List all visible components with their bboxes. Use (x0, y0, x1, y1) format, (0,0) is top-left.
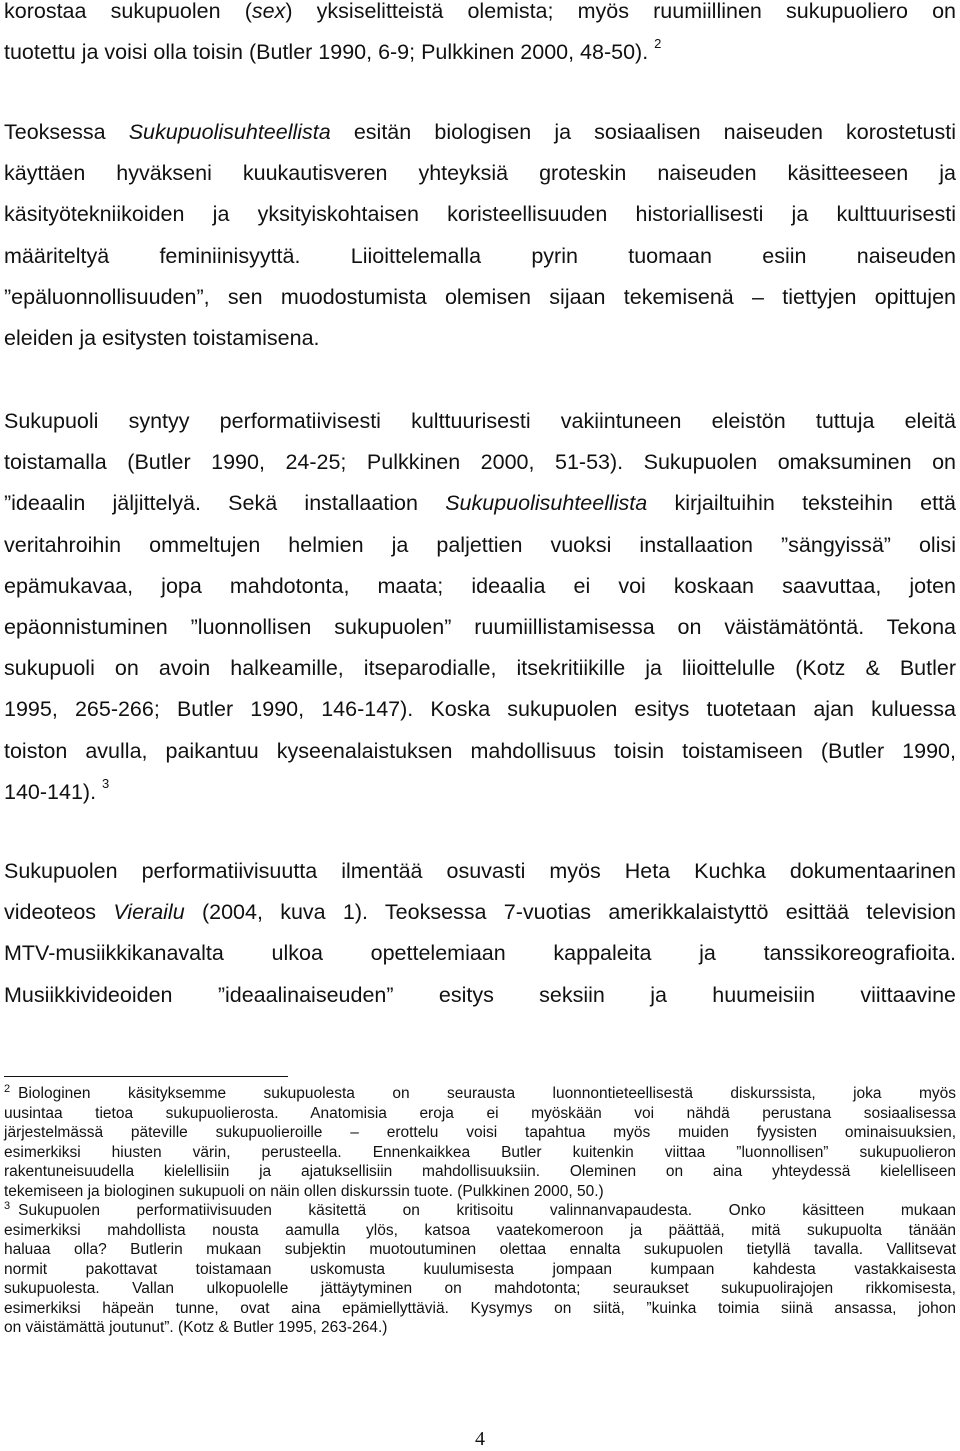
text-line: veritahroihin ommeltujen helmien ja paljettien vuoksi installaation ”sängyissä” olisi (4, 532, 956, 557)
text-line: ”epäluonnollisuuden”, sen muodostumista olemisen sijaan tekemisenä – tiettyjen opittujen (4, 284, 956, 309)
footnote-line: $^3$ Sukupuolen performatiivisuuden käsitettä on kritisoitu valinnanvapaudesta. Onko käsitteen mukaan (4, 1200, 956, 1219)
text-line: Musiikkivideoiden ”ideaalinaiseuden” esitys seksiin ja huumeisiin viittaavine (4, 982, 956, 1007)
text-line: toiston avulla, paikantuu kyseenalaistuksen mahdollisuus toisin toistamiseen (Butler 1990, (4, 738, 956, 763)
paragraph-3 (4, 401, 956, 813)
text-line: ”ideaalin jäljittelyä. Sekä installaation Sukupuolisuhteellista kirjailtuihin teksteihin että (4, 491, 956, 516)
text-line: sukupuoli on avoin halkeamille, itseparodialle, itsekritiikille ja liioittelulle (Kotz & Butler (4, 656, 956, 681)
text-line: videoteos Vierailu (2004, kuva 1). Teoksessa 7-vuotias amerikkalaistyttö esittää television (4, 900, 956, 925)
footnote-line: haluaa olla? Butlerin mukaan subjektin muotoutuminen olettaa ennalta sukupuolen tietyllä tavalla. Vallitsevat (4, 1241, 956, 1258)
paragraph-4 (4, 851, 956, 1016)
footnote-line: rakentuneisuudella kielellisiin ja ajatuksellisiin mahdollisuuksiin. Oleminen on aina yhteydessä kielelliseen (4, 1163, 956, 1180)
text-line: eleiden ja esitysten toistamisena. (4, 325, 320, 350)
text-line: käsityötekniikoiden ja yksityiskohtaisen koristeellisuuden historiallisesti ja kulttuurisesti (4, 202, 956, 227)
footnote-line: sukupuolesta. Vallan ulkopuolelle jättäytyminen on mahdotonta; seuraukset sukupuolirajojen rikkomisesta, (4, 1280, 956, 1297)
text-line: Sukupuoli syntyy performatiivisesti kulttuurisesti vakiintuneen eleistön tuttuja eleitä (4, 409, 956, 433)
footnote-ref-2: 2 (654, 36, 662, 52)
footnote-line: järjestelmässä päteville sukupuolieroille – erottelu voisi tapahtua myös muiden fyysisten ominaisuuksien, (4, 1124, 956, 1141)
paragraph-1 (4, 0, 956, 73)
text-line: Teoksessa Sukupuolisuhteellista esitän biologisen ja sosiaalisen naiseuden korostetusti (4, 120, 956, 144)
text-line: 140-141). $^3$ (4, 775, 110, 804)
work-title-sukupuolisuhteellista: Sukupuolisuhteellista (445, 491, 648, 516)
text-line: tuotettu ja voisi olla toisin (Butler 1990, 6-9; Pulkkinen 2000, 48-50). $^2$ (4, 36, 662, 65)
footnotes (4, 1084, 956, 1338)
footnote-mark: 2 (4, 1083, 11, 1095)
footnote-line: normit pakottavat toistamaan uskomusta kuulumisesta jompaan kumpaan kahdesta vastakkaisesta (4, 1260, 956, 1278)
text-line: epämukavaa, jopa mahdotonta, maata; ideaalia ei voi koskaan saavuttaa, joten (4, 573, 956, 598)
work-title-vierailu: Vierailu (113, 900, 185, 925)
page-number: 4 (475, 1428, 485, 1450)
footnote-line: on väistämättä joutunut”. (Kotz & Butler 1995, 263-264.) (4, 1319, 388, 1336)
footnote-line: uusintaa tietoa sukupuolierosta. Anatomisia eroja ei myöskään voi nähdä perustana sosiaalisessa (4, 1104, 956, 1122)
footnote-line: esimerkiksi mahdollista nousta aamulla ylös, katsoa vaatekomeroon ja päättää, mitä sukupuolta tänään (4, 1221, 956, 1239)
footnote-divider (4, 1076, 288, 1077)
footnote-line: esimerkiksi hiusten värin, perusteella. Ennenkaikkea Butler kuitenkin viittaa ”luonnollisen” sukupuolieron (4, 1143, 956, 1161)
footnote-3 (4, 1201, 956, 1338)
footnote-ref-3: 3 (102, 775, 110, 791)
text-line: määriteltyä feminiinisyyttä. Liioittelemalla pyrin tuomaan esiin naiseuden (4, 243, 956, 268)
text-line: MTV-musiikkikanavalta ulkoa opettelemiaan kappaleita ja tanssikoreografioita. (4, 941, 956, 966)
italic-term-sex: sex (251, 0, 286, 23)
footnote-line: $^2$ Biologinen käsityksemme sukupuolesta on seurausta luonnontieteellisestä diskurssista, joka myös (4, 1083, 956, 1102)
text-line: toistamalla (Butler 1990, 24-25; Pulkkinen 2000, 51-53). Sukupuolen omaksuminen on (4, 450, 956, 475)
work-title-sukupuolisuhteellista: Sukupuolisuhteellista (128, 120, 331, 144)
text-line: käyttäen hyväkseni kuukautisveren yhteyksiä groteskin naiseuden käsitteeseen ja (4, 161, 956, 186)
text-line: epäonnistuminen ”luonnollisen sukupuolen” ruumiillistamisessa on väistämätöntä. Tekona (4, 614, 956, 639)
text-line: 1995, 265-266; Butler 1990, 146-147). Koska sukupuolen esitys tuotetaan ajan kuluessa (4, 697, 956, 722)
footnote-mark: 3 (4, 1200, 11, 1212)
paragraph-2 (4, 112, 956, 359)
text-line: Sukupuolen performatiivisuutta ilmentää osuvasti myös Heta Kuchka dokumentaarinen (4, 859, 956, 883)
footnote-2 (4, 1084, 956, 1201)
text-line: korostaa sukupuolen (sex) yksiselitteistä olemista; myös ruumiillinen sukupuoliero on (4, 0, 956, 23)
footnote-line: esimerkiksi häpeän tunne, ovat aina epämiellyttäviä. Kysymys on siitä, ”kuinka toimia siinä ansassa, johon (4, 1299, 956, 1317)
footnote-line: tekemiseen ja biologinen sukupuoli on näin ollen diskurssin tuote. (Pulkkinen 2000, 50.) (4, 1182, 604, 1200)
